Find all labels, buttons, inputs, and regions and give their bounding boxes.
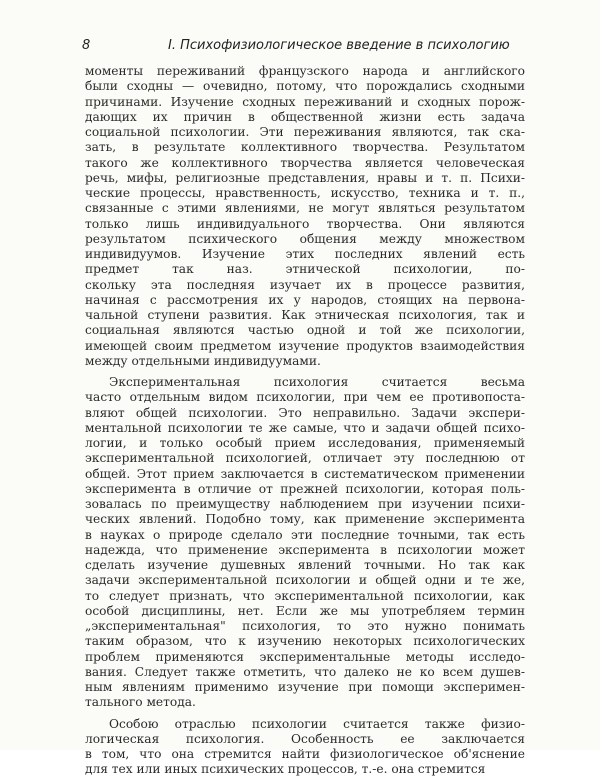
text-line: зовалась по преимуществу наблюдением при изучении психи-: [85, 497, 525, 511]
text-line: индивидуумов. Изучение этих последних явлений есть: [85, 247, 525, 261]
text-line: только лишь индивидуального творчества. Они являются: [85, 216, 525, 231]
text-line: предмет так наз. этнической психологии, по-: [85, 262, 525, 277]
text-line: речь, мифы, религиозные представления, нравы и т. п. Психи-: [85, 170, 525, 185]
paragraph: [85, 375, 525, 711]
text-line: были сходны — очевидно, потому, что порождались сходными: [85, 79, 525, 94]
body-text: [85, 64, 525, 778]
page-number: 8: [82, 38, 91, 53]
text-line: скольку эта последняя изучает их в процессе развития,: [85, 277, 525, 292]
text-line: вания. Следует также отметить, что далеко не ко всем душев-: [85, 664, 525, 679]
text-line: начиная с рассмотрения их у народов, стоящих на первона-: [85, 292, 525, 307]
text-line: дающих их причин в общественной жизни есть задача: [85, 109, 525, 124]
text-line: тального метода.: [85, 695, 196, 710]
text-line: социальной психологии. Эти переживания являются, так ска-: [85, 125, 525, 139]
text-line: такого же коллективного творчества является человеческая: [85, 155, 525, 170]
text-line: то следует признать, что экспериментальной психологии, как: [85, 588, 525, 603]
text-line: для тех или иных психических процессов, т.-е. она стремится: [85, 762, 486, 777]
text-line: ческих явлений. Подобно тому, как применение эксперимента: [85, 512, 525, 527]
text-line: логии, и только особый прием исследования, применяемый: [85, 436, 525, 450]
text-line: экспериментальной психологией, отличает эту последнюю от: [85, 451, 525, 466]
text-line: „экспериментальная" психология, то это нужно понимать: [85, 619, 525, 633]
text-line: социальная являются частью одной и той же психологии,: [85, 323, 525, 338]
text-line: ментальной психологии те же самые, что и задачи общей психо-: [85, 420, 525, 435]
text-line: ным явлениям применимо изучение при помощи эксперимен-: [85, 680, 525, 694]
text-line: причинами. Изучение сходных переживаний и сходных порож-: [85, 94, 525, 109]
text-line: связанные с этими явлениями, не могут являться результатом: [85, 201, 525, 216]
text-line: в том, что она стремится найти физиологическое об'яснение: [85, 747, 525, 761]
text-line: вляют общей психологии. Это неправильно. Задачи экспери-: [85, 405, 525, 420]
text-line: моменты переживаний французского народа и английского: [85, 64, 525, 78]
text-line: между отдельными индивидуумами.: [85, 353, 321, 368]
text-line: Особою отраслью психологии считается также физио-: [109, 716, 525, 731]
text-line: надежда, что применение эксперимента в психологии может: [85, 542, 525, 557]
running-title: I. Психофизиологическое введение в психологию: [168, 38, 510, 53]
text-line: Экспериментальная психология считается весьма: [109, 375, 525, 389]
text-line: чальной ступени развития. Как этническая психология, так и: [85, 308, 525, 322]
text-line: в науках о природе сделало эти последние точными, так есть: [85, 527, 525, 542]
text-line: имеющей своим предметом изучение продуктов взаимодействия: [85, 338, 525, 353]
text-line: часто отдельным видом психологии, при чем ее противопоста-: [85, 390, 525, 405]
text-line: таким образом, что к изучению некоторых психологических: [85, 634, 525, 649]
text-line: особой дисциплины, нет. Если же мы употребляем термин: [85, 603, 525, 618]
text-line: проблем применяются экспериментальные методы исследо-: [85, 649, 525, 664]
text-line: ческие процессы, нравственность, искусство, техника и т. п.,: [85, 186, 525, 200]
paragraph: [85, 64, 525, 369]
page-header: [82, 38, 528, 58]
text-line: эксперимента в отличие от прежней психологии, которая поль-: [85, 481, 525, 496]
text-line: логическая психология. Особенность ее заключается: [85, 731, 525, 746]
text-line: результатом психического общения между множеством: [85, 231, 525, 246]
text-line: сделать изучение душевных явлений точными. Но так как: [85, 558, 525, 572]
text-line: общей. Этот прием заключается в систематическом применении: [85, 466, 525, 481]
paragraph: [85, 717, 525, 778]
text-line: задачи экспериментальной психологии и общей одни и те же,: [85, 573, 525, 588]
text-line: зать, в результате коллективного творчества. Результатом: [85, 140, 525, 155]
